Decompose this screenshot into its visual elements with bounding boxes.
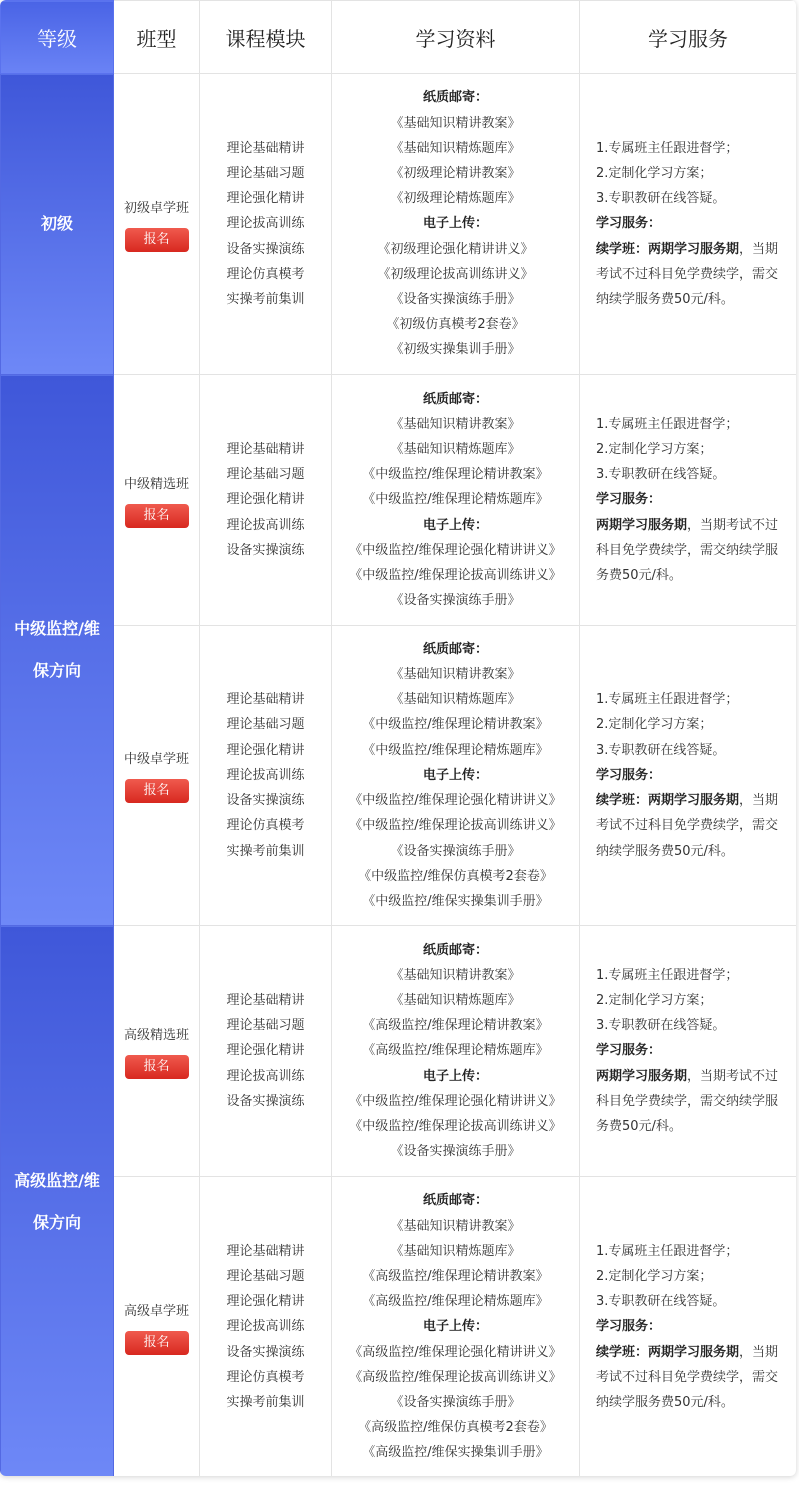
paper-item: 《高级监控/维保理论精炼题库》 — [362, 1294, 549, 1310]
materials-list — [332, 1188, 579, 1465]
paper-item: 《高级监控/维保理论精讲教案》 — [362, 1018, 549, 1034]
paper-item: 《中级监控/维保理论精炼题库》 — [362, 742, 549, 758]
digital-heading: 电子上传： — [422, 767, 488, 783]
service-heading: 学习服务： — [596, 1043, 662, 1059]
service-item: 3.专职教研在线答疑。 — [596, 1294, 726, 1310]
digital-item: 《中级监控/维保理论强化精讲讲义》 — [349, 542, 562, 558]
module-item: 设备实操演练 — [226, 542, 305, 558]
paper-heading: 纸质邮寄： — [422, 1193, 488, 1209]
modules-cell — [200, 1177, 332, 1477]
paper-item: 《基础知识精炼题库》 — [390, 140, 521, 156]
paper-item: 《基础知识精讲教案》 — [390, 667, 521, 683]
module-item: 理论基础精讲 — [226, 1243, 305, 1259]
grade-cell-intermediate — [1, 375, 114, 926]
paper-item: 《基础知识精讲教案》 — [390, 416, 521, 432]
service-detail — [596, 513, 782, 589]
header-materials: 学习资料 — [332, 1, 580, 74]
header-grade: 等级 — [1, 1, 114, 74]
class-name: 中级卓学班 — [123, 752, 189, 767]
paper-item: 《基础知识精炼题库》 — [390, 441, 521, 457]
modules-cell — [200, 375, 332, 626]
class-cell — [114, 1177, 200, 1477]
signup-button[interactable]: 报名 — [125, 779, 189, 803]
signup-button[interactable]: 报名 — [125, 228, 189, 252]
signup-button[interactable]: 报名 — [125, 1055, 189, 1079]
paper-heading: 纸质邮寄： — [422, 641, 488, 657]
service-note: ，当期考试不过科目免学费续学，需交纳续学服务费50元/科。 — [596, 241, 779, 307]
table-row — [1, 626, 797, 926]
table-row — [1, 74, 797, 375]
paper-item: 《基础知识精讲教案》 — [390, 967, 521, 983]
module-item: 理论强化精讲 — [226, 191, 305, 207]
digital-item: 《中级监控/维保理论拔高训练讲义》 — [349, 1119, 562, 1134]
service-cell — [580, 926, 797, 1177]
modules-cell — [200, 74, 332, 375]
digital-item: 《中级监控/维保理论强化精讲讲义》 — [349, 1093, 562, 1109]
class-cell — [114, 375, 200, 626]
module-item: 理论基础精讲 — [226, 140, 305, 156]
module-item: 理论强化精讲 — [226, 492, 305, 508]
class-name: 中级精选班 — [123, 476, 189, 492]
signup-button[interactable]: 报名 — [125, 1331, 189, 1355]
digital-item: 《中级监控/维保理论拔高训练讲义》 — [349, 818, 562, 834]
class-name: 初级卓学班 — [123, 200, 189, 216]
module-item: 设备实操演练 — [226, 241, 305, 257]
service-item: 1.专属班主任跟进督学； — [596, 416, 739, 432]
table-header-row — [1, 1, 797, 74]
module-item: 理论仿真模考 — [226, 818, 305, 834]
module-item: 理论强化精讲 — [226, 1043, 305, 1059]
grade-label-line2: 保方向 — [32, 661, 81, 680]
service-heading-line — [596, 763, 782, 788]
paper-heading: 纸质邮寄： — [422, 942, 488, 958]
module-item: 理论基础习题 — [226, 165, 305, 181]
class-cell — [114, 626, 200, 926]
grade-label: 初级 — [40, 214, 73, 233]
service-item: 2.定制化学习方案； — [596, 1268, 713, 1284]
module-item: 理论基础精讲 — [226, 692, 305, 708]
paper-item: 《基础知识精炼题库》 — [390, 692, 521, 708]
digital-item: 《设备实操演练手册》 — [390, 843, 521, 859]
service-heading-line — [596, 211, 782, 236]
modules-cell — [200, 926, 332, 1177]
module-item: 理论基础习题 — [226, 1018, 305, 1034]
paper-item: 《高级监控/维保理论精讲教案》 — [362, 1268, 549, 1284]
materials-cell — [332, 74, 580, 375]
module-list — [200, 687, 331, 863]
service-note: ，当期考试不过科目免学费续学，需交纳续学服务费50元/科。 — [596, 1068, 779, 1134]
modules-cell — [200, 626, 332, 926]
digital-item: 《初级理论强化精讲讲义》 — [377, 241, 534, 257]
paper-item: 《基础知识精炼题库》 — [390, 992, 521, 1008]
service-detail — [596, 1340, 782, 1416]
module-item: 理论拔高训练 — [226, 767, 305, 783]
digital-heading: 电子上传： — [422, 517, 488, 533]
service-period: 续学班：两期学习服务期 — [596, 1344, 740, 1360]
module-item: 理论强化精讲 — [226, 1294, 305, 1310]
paper-item: 《基础知识精炼题库》 — [390, 1243, 521, 1259]
service-heading: 学习服务： — [596, 216, 662, 232]
service-item: 2.定制化学习方案； — [596, 441, 713, 457]
module-list — [200, 136, 331, 312]
paper-item: 《初级理论精炼题库》 — [390, 191, 521, 207]
table-row — [1, 926, 797, 1177]
service-cell — [580, 375, 797, 626]
digital-item: 《高级监控/维保实操集训手册》 — [362, 1445, 549, 1461]
digital-item: 《初级理论拔高训练讲义》 — [377, 266, 534, 282]
module-item: 理论基础精讲 — [226, 992, 305, 1008]
service-period: 续学班：两期学习服务期 — [596, 241, 740, 257]
service-item: 1.专属班主任跟进督学； — [596, 1243, 739, 1259]
paper-item: 《基础知识精讲教案》 — [390, 1218, 521, 1234]
materials-cell — [332, 375, 580, 626]
service-item: 1.专属班主任跟进督学； — [596, 692, 739, 708]
service-heading: 学习服务： — [596, 767, 662, 783]
paper-item: 《中级监控/维保理论精讲教案》 — [362, 467, 549, 483]
module-item: 理论拔高训练 — [226, 216, 305, 232]
module-item: 理论基础精讲 — [226, 441, 305, 457]
digital-item: 《设备实操演练手册》 — [390, 1144, 521, 1160]
module-list — [200, 437, 331, 563]
module-item: 实操考前集训 — [226, 292, 305, 307]
header-modules: 课程模块 — [200, 1, 332, 74]
service-cell — [580, 74, 797, 375]
signup-button[interactable]: 报名 — [125, 504, 189, 528]
table-row — [1, 375, 797, 626]
service-item: 2.定制化学习方案； — [596, 717, 713, 733]
materials-list — [332, 637, 579, 914]
grade-label-line1: 中级监控/维 — [14, 619, 100, 638]
module-item: 理论基础习题 — [226, 467, 305, 483]
class-name: 高级精选班 — [123, 1027, 189, 1043]
class-cell — [114, 74, 200, 375]
service-note: ，当期考试不过科目免学费续学，需交纳续学服务费50元/科。 — [596, 517, 779, 583]
module-item: 实操考前集训 — [226, 843, 305, 859]
service-period: 两期学习服务期 — [596, 1068, 688, 1084]
service-item: 2.定制化学习方案； — [596, 165, 713, 181]
class-name: 高级卓学班 — [123, 1303, 189, 1319]
digital-item: 《中级监控/维保理论强化精讲讲义》 — [349, 793, 562, 809]
digital-heading: 电子上传： — [422, 216, 488, 232]
paper-heading: 纸质邮寄： — [422, 90, 488, 106]
service-note: ，当期考试不过科目免学费续学，需交纳续学服务费50元/科。 — [596, 1344, 779, 1410]
header-service: 学习服务 — [580, 1, 797, 74]
digital-item: 《中级监控/维保实操集训手册》 — [362, 893, 549, 909]
grade-label-line1: 高级监控/维 — [14, 1170, 100, 1190]
paper-item: 《中级监控/维保理论精炼题库》 — [362, 492, 549, 508]
paper-item: 《基础知识精讲教案》 — [390, 115, 521, 131]
service-heading-line — [596, 1038, 782, 1063]
digital-item: 《设备实操演练手册》 — [390, 593, 521, 609]
digital-item: 《初级仿真模考2套卷》 — [386, 317, 525, 333]
module-item: 理论强化精讲 — [226, 742, 305, 758]
module-item: 实操考前集训 — [226, 1395, 305, 1410]
module-item: 理论拔高训练 — [226, 1319, 305, 1335]
grade-cell-advanced — [1, 926, 114, 1477]
module-item: 理论基础习题 — [226, 717, 305, 733]
table-row — [1, 1177, 797, 1477]
service-detail — [596, 788, 782, 864]
header-class-type: 班型 — [114, 1, 200, 74]
service-item: 3.专职教研在线答疑。 — [596, 742, 726, 758]
service-item: 1.专属班主任跟进督学； — [596, 967, 739, 983]
module-list — [200, 1239, 331, 1415]
paper-item: 《高级监控/维保理论精炼题库》 — [362, 1043, 549, 1059]
digital-item: 《设备实操演练手册》 — [390, 292, 521, 307]
digital-heading: 电子上传： — [422, 1319, 488, 1335]
service-heading: 学习服务： — [596, 492, 662, 508]
module-item: 设备实操演练 — [226, 1344, 305, 1360]
module-item: 理论基础习题 — [226, 1268, 305, 1284]
module-item: 设备实操演练 — [226, 1093, 305, 1109]
module-list — [200, 988, 331, 1114]
digital-item: 《高级监控/维保理论拔高训练讲义》 — [349, 1369, 562, 1385]
module-item: 理论拔高训练 — [226, 1068, 305, 1084]
digital-item: 《高级监控/维保理论强化精讲讲义》 — [349, 1344, 562, 1360]
materials-list — [332, 387, 579, 614]
paper-item: 《中级监控/维保理论精讲教案》 — [362, 717, 549, 733]
service-item: 1.专属班主任跟进督学； — [596, 140, 739, 156]
paper-item: 《初级理论精讲教案》 — [390, 165, 521, 181]
service-detail — [596, 237, 782, 313]
service-item: 2.定制化学习方案； — [596, 992, 713, 1008]
module-item: 理论仿真模考 — [226, 266, 305, 282]
materials-list — [332, 85, 579, 362]
service-item: 3.专职教研在线答疑。 — [596, 1018, 726, 1034]
service-heading-line — [596, 487, 782, 512]
module-item: 理论拔高训练 — [226, 517, 305, 533]
service-item: 3.专职教研在线答疑。 — [596, 191, 726, 207]
service-period: 续学班：两期学习服务期 — [596, 793, 740, 809]
service-item: 3.专职教研在线答疑。 — [596, 467, 726, 483]
service-period: 两期学习服务期 — [596, 517, 688, 533]
service-cell — [580, 626, 797, 926]
paper-heading: 纸质邮寄： — [422, 391, 488, 407]
materials-cell — [332, 1177, 580, 1477]
materials-cell — [332, 926, 580, 1177]
digital-item: 《中级监控/维保理论拔高训练讲义》 — [349, 568, 562, 583]
module-item: 理论仿真模考 — [226, 1369, 305, 1385]
service-cell — [580, 1177, 797, 1477]
grade-cell-junior — [1, 74, 114, 375]
digital-item: 《初级实操集训手册》 — [390, 342, 521, 358]
service-detail — [596, 1064, 782, 1140]
class-cell — [114, 926, 200, 1177]
digital-item: 《设备实操演练手册》 — [390, 1395, 521, 1410]
digital-heading: 电子上传： — [422, 1068, 488, 1084]
materials-list — [332, 938, 579, 1165]
service-note: ，当期考试不过科目免学费续学，需交纳续学服务费50元/科。 — [596, 793, 779, 859]
service-heading-line — [596, 1314, 782, 1339]
digital-item: 《高级监控/维保仿真模考2套卷》 — [358, 1420, 553, 1436]
materials-cell — [332, 626, 580, 926]
module-item: 设备实操演练 — [226, 793, 305, 809]
service-heading: 学习服务： — [596, 1319, 662, 1335]
grade-label-line2: 保方向 — [32, 1212, 81, 1232]
digital-item: 《中级监控/维保仿真模考2套卷》 — [358, 868, 553, 884]
